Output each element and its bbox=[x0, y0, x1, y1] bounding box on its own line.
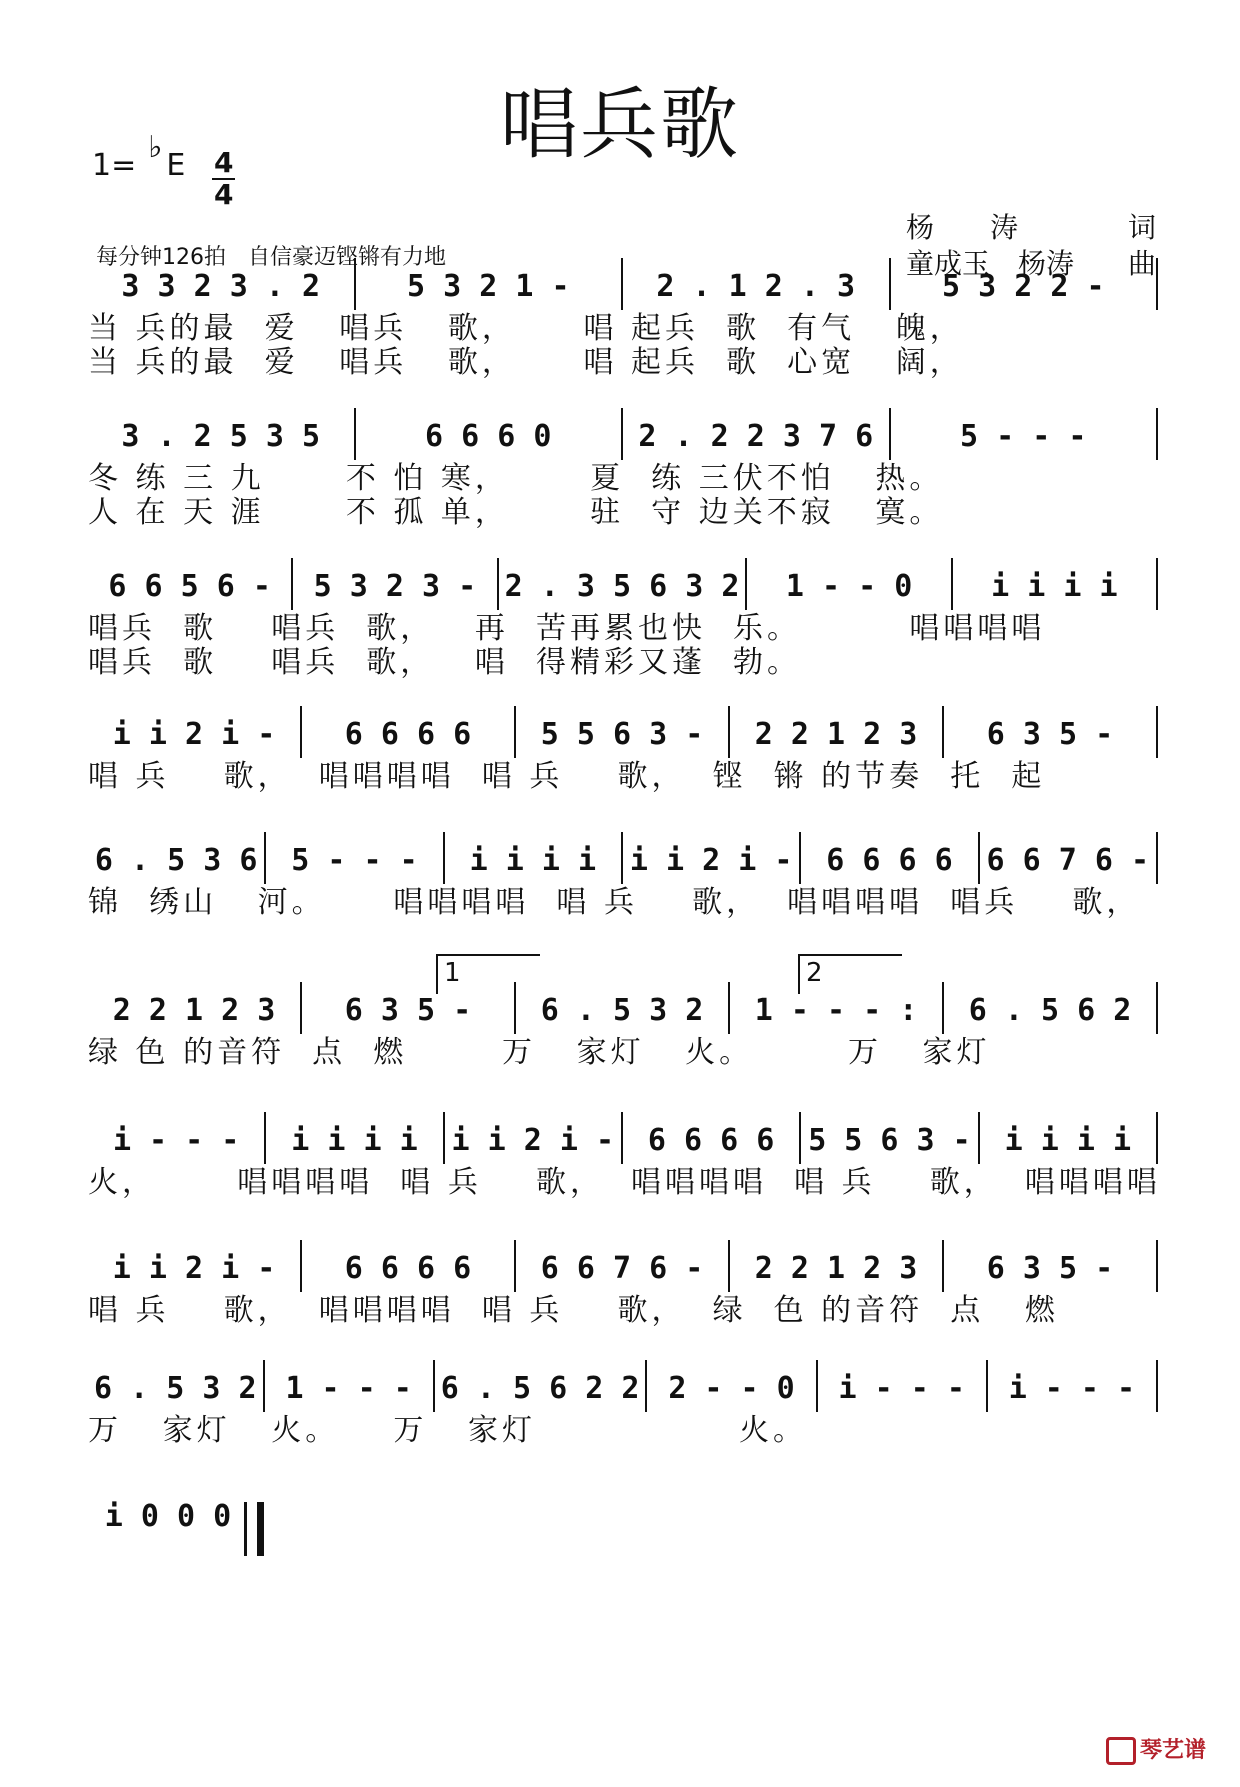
measure: i i i i bbox=[953, 558, 1158, 610]
measure: i i 2 i - bbox=[88, 1240, 302, 1292]
measure: 2 - - 0 bbox=[647, 1360, 817, 1412]
lyric-verse-2: 人 在 天 涯 不 孤 单， 驻 守 边关不寂 寞。 bbox=[88, 495, 944, 530]
measure: 6 6 7 6 - bbox=[980, 832, 1158, 884]
measure: i i 2 i - bbox=[445, 1112, 623, 1164]
measure: i 0 0 0 bbox=[104, 1499, 232, 1534]
lyric-verse-1: 冬 练 三 九 不 怕 寒， 夏 练 三伏不怕 热。 bbox=[88, 461, 944, 496]
lyricist-credit: 杨 涛 词 bbox=[906, 211, 1156, 244]
measure: 6 . 5 3 2 bbox=[88, 1360, 265, 1412]
composer-credit: 童成玉 杨涛 曲 bbox=[906, 247, 1156, 280]
measure: i i i i bbox=[266, 1112, 444, 1164]
measure: i i 2 i - bbox=[623, 832, 801, 884]
lyric-verse-1: 唱 兵 歌， 唱唱唱唱 唱 兵 歌， 铿 锵 的节奏 托 起 bbox=[88, 759, 1046, 794]
ending-1-bracket: 1 bbox=[436, 954, 540, 994]
measure: 3 . 2 5 3 5 bbox=[88, 408, 356, 460]
measure: 5 3 2 2 - bbox=[891, 258, 1159, 310]
notation-row bbox=[88, 258, 1158, 310]
measure: 6 3 5 - bbox=[302, 982, 516, 1034]
lyrics-block bbox=[88, 312, 1158, 380]
measure: 6 3 5 - bbox=[944, 706, 1158, 758]
measure: 5 5 6 3 - bbox=[801, 1112, 979, 1164]
lyrics-block bbox=[88, 1414, 1158, 1448]
final-barline bbox=[244, 1502, 264, 1556]
lyrics-block bbox=[88, 462, 1158, 530]
lyric-verse-1: 当 兵的最 爱 唱兵 歌， 唱 起兵 歌 有气 魄， bbox=[88, 311, 964, 346]
notation-row bbox=[88, 1240, 1158, 1292]
lyrics-block bbox=[88, 886, 1158, 920]
notation-row bbox=[88, 982, 1158, 1034]
notation-row bbox=[88, 1488, 248, 1540]
measure: 6 3 5 - bbox=[944, 1240, 1158, 1292]
measure: 2 . 2 2 3 7 6 bbox=[623, 408, 891, 460]
lyrics-block bbox=[88, 1165, 1161, 1200]
measure: 6 . 5 6 2 2 bbox=[435, 1360, 648, 1412]
measure: 3 3 2 3 . 2 bbox=[88, 258, 356, 310]
lyric-verse-1: 唱 兵 歌， 唱唱唱唱 唱 兵 歌， 绿 色 的音符 点 燃 bbox=[88, 1293, 1059, 1328]
lyric-verse-1: 火， 唱唱唱唱 唱 兵 歌， 唱唱唱唱 唱 兵 歌， 唱唱唱唱 bbox=[88, 1165, 1161, 1200]
notation-row bbox=[88, 408, 1158, 460]
measure: 5 5 6 3 - bbox=[516, 706, 730, 758]
measure: i i i i bbox=[980, 1112, 1158, 1164]
lyrics-block bbox=[88, 760, 1158, 794]
tempo-marking: 每分钟126拍 自信豪迈铿锵有力地 bbox=[96, 245, 446, 270]
flat-symbol: ♭ bbox=[148, 130, 163, 165]
measure: 1 - - - bbox=[265, 1360, 435, 1412]
measure: 6 6 6 6 bbox=[623, 1112, 801, 1164]
measure: 6 6 6 6 bbox=[302, 706, 516, 758]
logo-icon bbox=[1106, 1737, 1136, 1765]
notation-row bbox=[88, 558, 1158, 610]
notation-row bbox=[88, 706, 1158, 758]
measure: 5 - - - bbox=[891, 408, 1159, 460]
measure: 5 - - - bbox=[266, 832, 444, 884]
page-title: 唱兵歌 bbox=[499, 80, 740, 170]
measure: i - - - bbox=[818, 1360, 988, 1412]
time-numerator: 4 bbox=[214, 146, 234, 179]
measure: 2 . 1 2 . 3 bbox=[623, 258, 891, 310]
measure: 1 - - 0 bbox=[747, 558, 952, 610]
lyric-verse-1: 唱兵 歌 唱兵 歌， 再 苦再累也快 乐。 唱唱唱唱 bbox=[88, 611, 1046, 646]
notation-row bbox=[88, 832, 1158, 884]
lyric-verse-2: 唱兵 歌 唱兵 歌， 唱 得精彩又蓬 勃。 bbox=[88, 645, 802, 680]
measure: i - - - bbox=[988, 1360, 1158, 1412]
time-denominator: 4 bbox=[214, 178, 234, 211]
ending-2-bracket: 2 bbox=[798, 954, 902, 994]
measure: 6 . 5 3 2 bbox=[516, 982, 730, 1034]
lyric-verse-1: 万 家灯 火。 万 家灯 火。 bbox=[88, 1413, 808, 1448]
notation-row bbox=[88, 1360, 1158, 1412]
lyrics-block bbox=[88, 1036, 1158, 1070]
notation-row bbox=[88, 1112, 1158, 1164]
time-signature bbox=[212, 148, 235, 210]
measure: 6 6 5 6 - bbox=[88, 558, 293, 610]
measure: 6 . 5 6 2 bbox=[944, 982, 1158, 1034]
measure: 6 6 6 0 bbox=[356, 408, 624, 460]
measure: 2 2 1 2 3 bbox=[730, 706, 944, 758]
measure: 6 6 7 6 - bbox=[516, 1240, 730, 1292]
measure: 6 6 6 6 bbox=[801, 832, 979, 884]
measure: i i i i bbox=[445, 832, 623, 884]
measure: i i 2 i - bbox=[88, 706, 302, 758]
measure: 2 2 1 2 3 bbox=[88, 982, 302, 1034]
measure: 2 2 1 2 3 bbox=[730, 1240, 944, 1292]
lyric-verse-2: 当 兵的最 爱 唱兵 歌， 唱 起兵 歌 心宽 阔， bbox=[88, 345, 964, 380]
logo: 琴艺谱 bbox=[1106, 1733, 1206, 1765]
measure: 5 3 2 3 - bbox=[293, 558, 498, 610]
measure: 1 - - - : bbox=[730, 982, 944, 1034]
lyric-verse-1: 锦 绣山 河。 唱唱唱唱 唱 兵 歌， 唱唱唱唱 唱兵 歌， bbox=[88, 885, 1141, 920]
lyrics-block bbox=[88, 1294, 1158, 1328]
measure: 5 3 2 1 - bbox=[356, 258, 624, 310]
lyric-verse-1: 绿 色 的音符 点 燃 万 家灯 火。 万 家灯 bbox=[88, 1035, 991, 1070]
measure: 6 6 6 6 bbox=[302, 1240, 516, 1292]
key-prefix: 1= bbox=[92, 148, 137, 183]
measure: i - - - bbox=[88, 1112, 266, 1164]
key-signature bbox=[92, 130, 186, 183]
key-note: E bbox=[166, 148, 186, 183]
measure: 6 . 5 3 6 bbox=[88, 832, 266, 884]
measure: 2 . 3 5 6 3 2 bbox=[499, 558, 748, 610]
lyrics-block bbox=[88, 612, 1158, 680]
